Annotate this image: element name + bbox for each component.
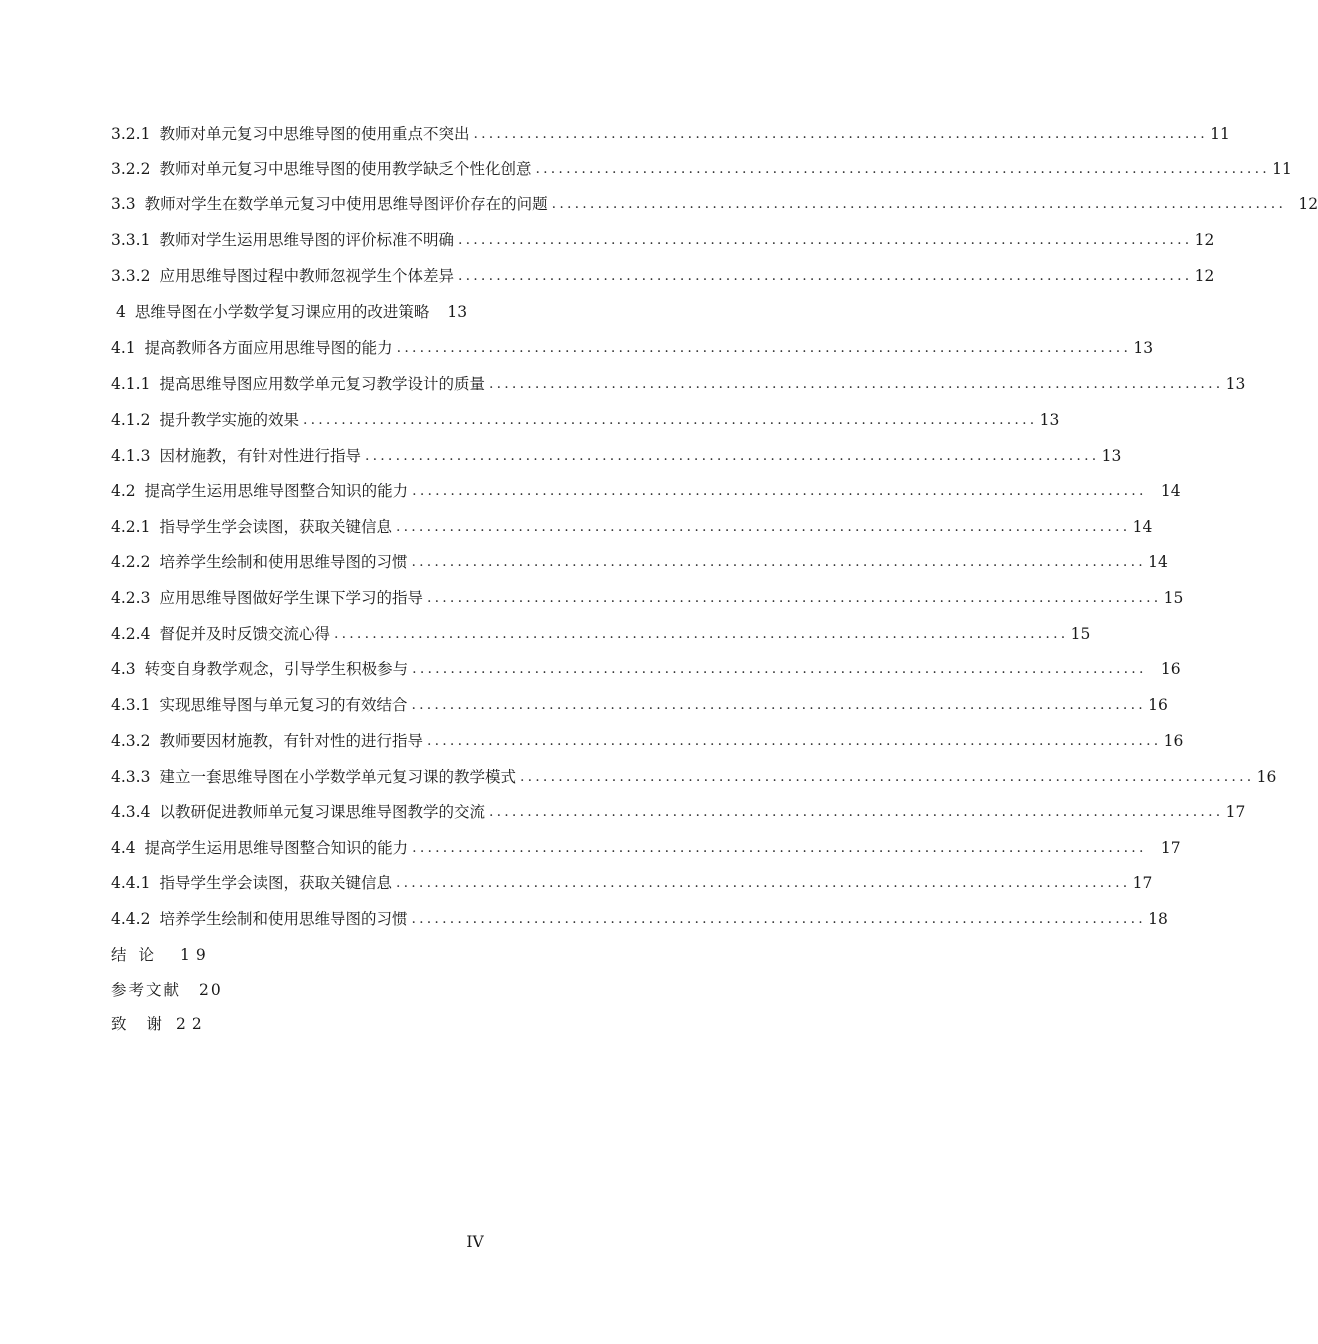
- toc-entry-3-3-1[interactable]: [111, 225, 1215, 255]
- toc-dot-leader: ................................................................................................: [411, 554, 1146, 570]
- toc-entry-page: 17: [1225, 803, 1246, 821]
- toc-entry-page: 16: [1148, 696, 1168, 714]
- page-number: IV: [466, 1233, 484, 1251]
- toc-entry-title: 督促并及时反馈交流心得: [159, 625, 330, 643]
- toc-entry-4-3-1[interactable]: [111, 690, 1168, 720]
- toc-entry-title: 思维导图在小学数学复习课应用的改进策略: [134, 303, 430, 321]
- toc-dot-leader: ................................................................................................: [488, 804, 1224, 820]
- toc-entry-title: 应用思维导图做好学生课下学习的指导: [159, 589, 423, 607]
- toc-entry-number: 3.3.2: [111, 267, 151, 285]
- toc-entry-title: 提升教学实施的效果: [159, 411, 299, 429]
- toc-entry-number: 4.2: [111, 482, 136, 500]
- toc-dot-leader: ................................................................................................: [396, 340, 1132, 356]
- toc-entry-4-3-4[interactable]: [111, 797, 1246, 827]
- toc-entry-page: 13: [447, 303, 468, 321]
- toc-entry-title: 建立一套思维导图在小学数学单元复习课的教学模式: [159, 768, 516, 786]
- toc-entry-number: 4.4: [111, 839, 136, 857]
- toc-entry-number: 4.2.1: [111, 518, 151, 536]
- toc-entry-4-2-1[interactable]: [111, 512, 1153, 542]
- toc-dot-leader: ................................................................................................: [473, 126, 1208, 142]
- toc-entry-number: 4: [116, 303, 126, 321]
- toc-dot-leader: ................................................................................................: [412, 483, 1147, 499]
- toc-entry-4-1-2[interactable]: [111, 405, 1060, 435]
- toc-entry-4-1-3[interactable]: [111, 441, 1122, 471]
- toc-entry-page: 12: [1194, 267, 1215, 285]
- toc-entry-3-2-2[interactable]: [111, 154, 1292, 184]
- toc-entry-number: 4.3.1: [111, 696, 151, 714]
- toc-dot-leader: ................................................................................................: [411, 911, 1146, 927]
- toc-entry-title: 转变自身教学观念，引导学生积极参与: [144, 660, 409, 678]
- toc-entry-number: 4.2.3: [111, 589, 151, 607]
- toc-entry-4-4-1[interactable]: [111, 868, 1153, 898]
- toc-entry-page: 16: [1163, 732, 1184, 750]
- toc-entry-title: 提高学生运用思维导图整合知识的能力: [144, 839, 409, 857]
- toc-entry-title: 参考文献: [111, 981, 182, 999]
- toc-dot-leader: ................................................................................................: [535, 161, 1270, 177]
- toc-entry-number: 4.4.2: [111, 910, 151, 928]
- toc-entry-title: 应用思维导图过程中教师忽视学生个体差异: [159, 267, 454, 285]
- toc-entry-3-3[interactable]: [111, 189, 1318, 219]
- toc-entry-references[interactable]: [111, 975, 223, 1005]
- toc-entry-page: 14: [1148, 553, 1168, 571]
- toc-entry-4-3-3[interactable]: [111, 762, 1277, 792]
- toc-entry-number: 4.1.3: [111, 447, 151, 465]
- toc-entry-title: 指导学生学会读图，获取关键信息: [159, 518, 392, 536]
- toc-entry-page: 19: [180, 946, 212, 964]
- toc-entry-4-1-1[interactable]: [111, 369, 1246, 399]
- toc-entry-conclusion[interactable]: [111, 940, 212, 970]
- toc-dot-leader: ................................................................................................: [395, 519, 1131, 535]
- toc-entry-4-2-4[interactable]: [111, 619, 1091, 649]
- toc-entry-number: 4.3.4: [111, 803, 151, 821]
- toc-entry-page: 14: [1160, 482, 1181, 500]
- toc-entry-page: 13: [1225, 375, 1246, 393]
- toc-dot-leader: ................................................................................................: [412, 840, 1147, 856]
- toc-dot-leader: ................................................................................................: [364, 448, 1100, 464]
- toc-entry-4-2-2[interactable]: [111, 547, 1168, 577]
- toc-entry-4-2-3[interactable]: [111, 583, 1184, 613]
- toc-entry-number: 4.1: [111, 339, 136, 357]
- toc-entry-title: 提高教师各方面应用思维导图的能力: [144, 339, 393, 357]
- toc-entry-page: 22: [176, 1015, 208, 1033]
- toc-entry-page: 15: [1163, 589, 1184, 607]
- toc-entry-page: 18: [1148, 910, 1168, 928]
- toc-entry-4-4-2[interactable]: [111, 904, 1168, 934]
- toc-entry-page: 20: [199, 981, 223, 999]
- toc-entry-title: 提高思维导图应用数学单元复习教学设计的质量: [159, 375, 485, 393]
- toc-entry-4-3-2[interactable]: [111, 726, 1184, 756]
- toc-entry-title: 教师对学生在数学单元复习中使用思维导图评价存在的问题: [144, 195, 548, 213]
- toc-dot-leader: ................................................................................................: [333, 626, 1069, 642]
- toc-entry-number: 4.4.1: [111, 874, 151, 892]
- toc-dot-leader: ................................................................................................: [302, 412, 1038, 428]
- toc-entry-title: 实现思维导图与单元复习的有效结合: [159, 696, 408, 714]
- toc-entry-4-3[interactable]: [111, 654, 1181, 684]
- toc-entry-title: 指导学生学会读图，获取关键信息: [159, 874, 392, 892]
- toc-entry-title: 培养学生绘制和使用思维导图的习惯: [159, 910, 408, 928]
- toc-entry-number: 3.2.2: [111, 160, 151, 178]
- toc-entry-page: 16: [1256, 768, 1277, 786]
- toc-entry-title: 教师对单元复习中思维导图的使用重点不突出: [159, 125, 470, 143]
- toc-entry-title: 教师要因材施教，有针对性的进行指导: [159, 732, 423, 750]
- toc-entry-number: 4.2.2: [111, 553, 151, 571]
- toc-entry-3-3-2[interactable]: [111, 261, 1215, 291]
- toc-entry-number: 4.3.3: [111, 768, 151, 786]
- toc-entry-title: 因材施教，有针对性进行指导: [159, 447, 361, 465]
- toc-entry-number: 4.2.4: [111, 625, 151, 643]
- toc-entry-page: 13: [1101, 447, 1122, 465]
- toc-entry-number: 4.1.1: [111, 375, 151, 393]
- toc-entry-title: 以教研促进教师单元复习课思维导图教学的交流: [159, 803, 485, 821]
- toc-entry-page: 17: [1160, 839, 1181, 857]
- toc-entry-page: 11: [1272, 160, 1292, 178]
- toc-entry-title: 培养学生绘制和使用思维导图的习惯: [159, 553, 408, 571]
- toc-entry-page: 17: [1132, 874, 1153, 892]
- toc-entry-number: 4.3: [111, 660, 136, 678]
- toc-entry-page: 13: [1133, 339, 1154, 357]
- toc-entry-page: 14: [1132, 518, 1153, 536]
- toc-entry-title: 提高学生运用思维导图整合知识的能力: [144, 482, 409, 500]
- toc-entry-page: 12: [1298, 195, 1318, 213]
- toc-entry-3-2-1[interactable]: [111, 119, 1230, 149]
- toc-entry-title: 结论: [111, 946, 167, 964]
- toc-dot-leader: ................................................................................................: [519, 769, 1255, 785]
- toc-entry-title: 教师对学生运用思维导图的评价标准不明确: [159, 231, 454, 249]
- toc-entry-number: 3.3.1: [111, 231, 151, 249]
- toc-dot-leader: ................................................................................................: [551, 196, 1287, 212]
- toc-entry-page: 16: [1160, 660, 1181, 678]
- toc-dot-leader: ................................................................................................: [488, 376, 1224, 392]
- toc-entry-number: 4.3.2: [111, 732, 151, 750]
- toc-dot-leader: ................................................................................................: [457, 232, 1193, 248]
- toc-dot-leader: ................................................................................................: [426, 590, 1162, 606]
- toc-entry-number: 3.3: [111, 195, 136, 213]
- toc-entry-page: 15: [1070, 625, 1091, 643]
- toc-entry-page: 13: [1039, 411, 1060, 429]
- toc-entry-4-1[interactable]: [111, 333, 1154, 363]
- toc-entry-4[interactable]: [116, 297, 467, 327]
- toc-dot-leader: ................................................................................................: [395, 875, 1131, 891]
- toc-dot-leader: ................................................................................................: [457, 268, 1193, 284]
- toc-entry-number: 3.2.1: [111, 125, 151, 143]
- toc-dot-leader: ................................................................................................: [412, 661, 1147, 677]
- toc-entry-acknowledgements[interactable]: [111, 1009, 208, 1039]
- toc-entry-4-2[interactable]: [111, 476, 1181, 506]
- toc-dot-leader: ................................................................................................: [426, 733, 1162, 749]
- toc-entry-page: 12: [1194, 231, 1215, 249]
- toc-entry-title: 致谢: [111, 1015, 183, 1033]
- toc-entry-number: 4.1.2: [111, 411, 151, 429]
- toc-entry-page: 11: [1210, 125, 1230, 143]
- toc-entry-title: 教师对单元复习中思维导图的使用教学缺乏个性化创意: [159, 160, 532, 178]
- toc-dot-leader: ................................................................................................: [411, 697, 1146, 713]
- toc-entry-4-4[interactable]: [111, 833, 1181, 863]
